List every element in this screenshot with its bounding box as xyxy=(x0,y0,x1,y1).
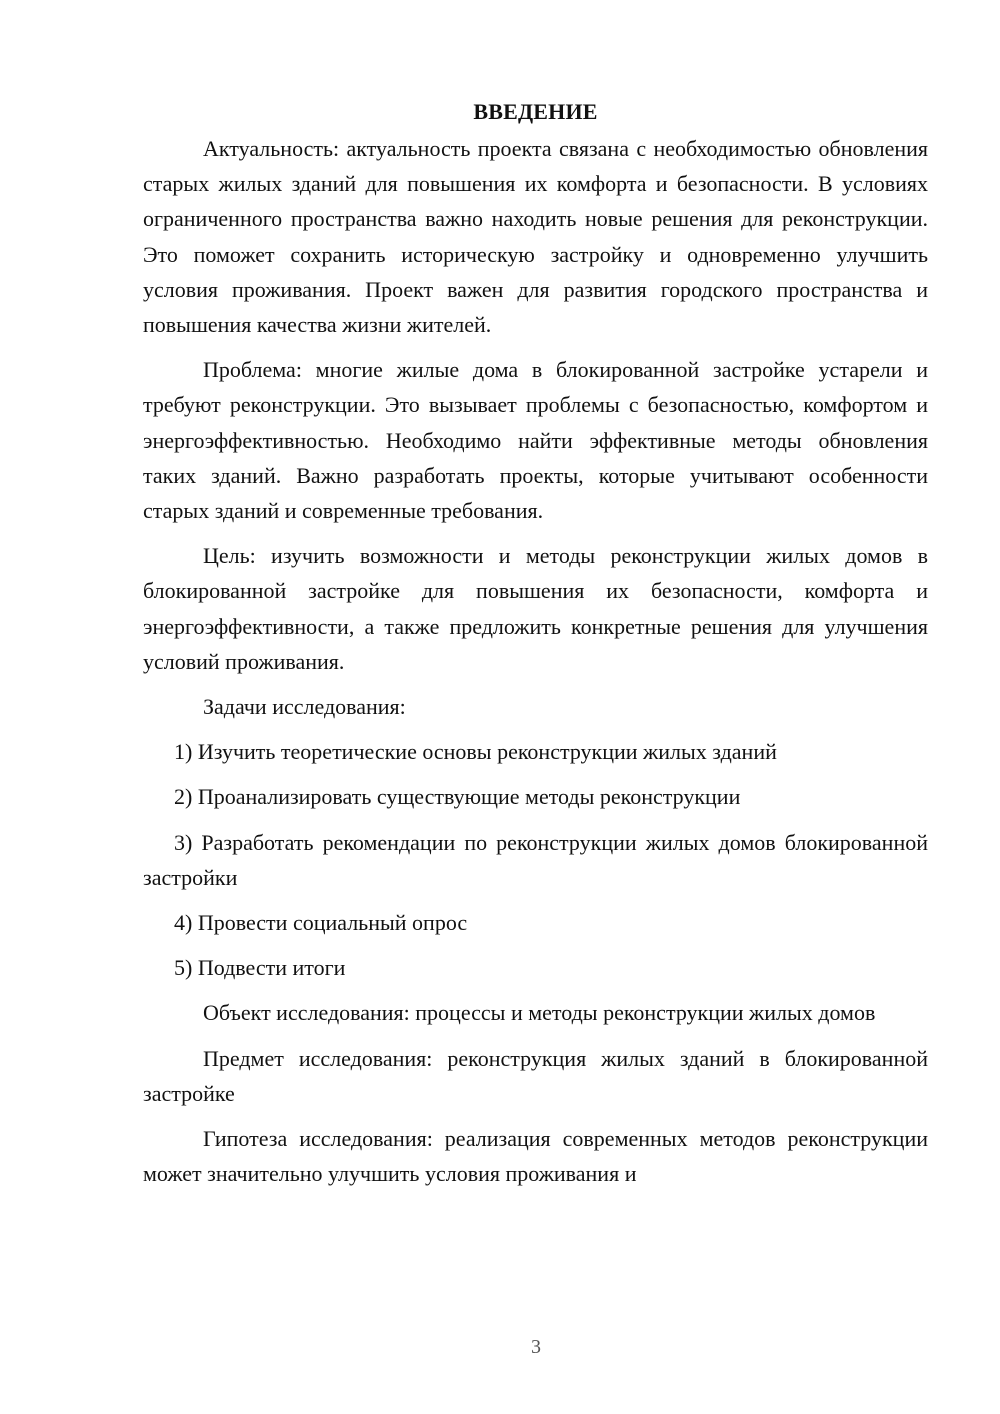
tasks-heading: Задачи исследования: xyxy=(203,694,406,720)
task-item-1: 1) Изучить теоретические основы реконструкции жилых зданий xyxy=(174,739,777,765)
paragraph-object: Объект исследования: процессы и методы реконструкции жилых домов xyxy=(203,1000,876,1026)
paragraph-subject: Предмет исследования: реконструкция жилых зданий в блокированной застройке xyxy=(143,1045,928,1106)
document-body xyxy=(143,94,928,1201)
paragraph-goal: Цель: изучить возможности и методы реконструкции жилых домов в блокированной застройке для повышения их безопасности, комфорта и энергоэффективности, а также предложить конкретные решения для улучшения условий проживания. xyxy=(143,543,928,674)
section-title: ВВЕДЕНИЕ xyxy=(473,99,598,124)
task-item-5: 5) Подвести итоги xyxy=(174,955,346,981)
task-item-3: 3) Разработать рекомендации по реконструкции жилых домов блокированной застройки xyxy=(143,829,928,890)
paragraph-relevance: Актуальность: актуальность проекта связана с необходимостью обновления старых жилых зданий для повышения их комфорта и безопасности. В условиях ограниченного пространства важно находить новые решения для реконструкции. Это поможет сохранить историческую застройку и одновременно улучшить условия проживания. Проект важен для развития городского пространства и повышения качества жизни жителей. xyxy=(143,136,928,338)
paragraph-hypothesis: Гипотеза исследования: реализация современных методов реконструкции может значительно улучшить условия проживания и xyxy=(143,1126,928,1187)
page-number: 3 xyxy=(531,1336,541,1358)
task-item-2: 2) Проанализировать существующие методы реконструкции xyxy=(174,784,741,810)
paragraph-problem: Проблема: многие жилые дома в блокированной застройке устарели и требуют реконструкции. Это вызывает проблемы с безопасностью, комфортом и энергоэффективностью. Необходимо найти эффективные методы обновления таких зданий. Важно разработать проекты, которые учитывают особенности старых зданий и современные требования. xyxy=(143,357,928,524)
task-item-4: 4) Провести социальный опрос xyxy=(174,910,468,936)
